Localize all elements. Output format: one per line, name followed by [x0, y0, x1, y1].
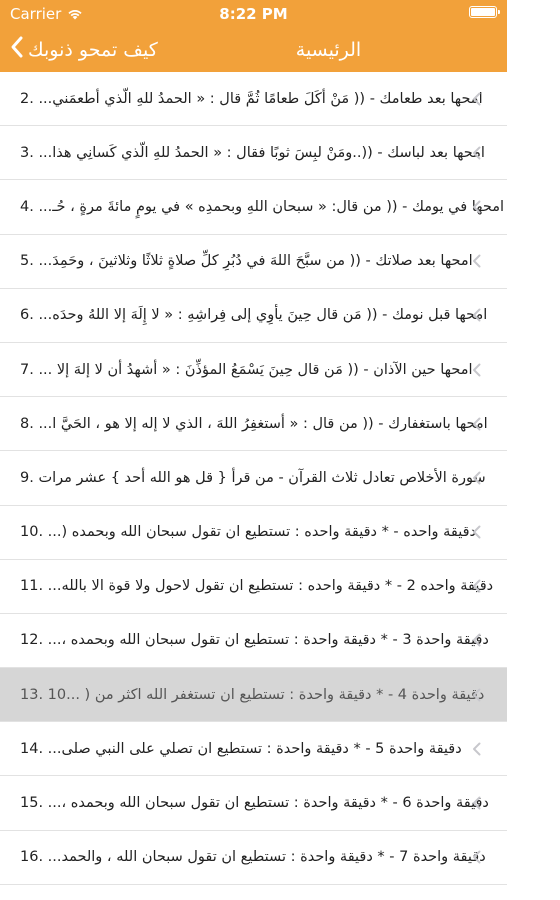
- list-item[interactable]: [0, 180, 507, 234]
- chevron-left-icon: [469, 524, 485, 540]
- list-item-text: امحها بعد لباسك - ((..ومَنْ لبِسَ ثوبًا فقال : « الحمدُ للهِ الّذي كَسانِي هذا... .3: [20, 144, 485, 161]
- chevron-left-icon: [469, 253, 485, 269]
- list-item-text: دقيقة واحدة 5 - * دقيقة واحدة : تستطيع ان تصلي على النبي صلى... .14: [20, 740, 462, 757]
- list-item[interactable]: [0, 668, 507, 722]
- list-item[interactable]: [0, 614, 507, 668]
- nav-bar: [0, 28, 507, 72]
- page-title: الرئيسية: [295, 39, 362, 61]
- chevron-left-icon: [469, 199, 485, 215]
- list-item[interactable]: [0, 235, 507, 289]
- list-item[interactable]: [0, 722, 507, 776]
- battery-icon: [469, 6, 497, 18]
- list-item[interactable]: [0, 451, 507, 505]
- chevron-left-icon: [469, 741, 485, 757]
- list-item[interactable]: [0, 776, 507, 830]
- list-item[interactable]: [0, 343, 507, 397]
- chevron-left-icon: [469, 145, 485, 161]
- list-item-text: سورة الأخلاص تعادل ثلاث القرآن - من قرأ { قل هو الله أحد } عشر مرات .9: [20, 469, 486, 486]
- status-bar: [0, 0, 507, 28]
- chevron-left-icon: [469, 470, 485, 486]
- list-item[interactable]: [0, 126, 507, 180]
- chevron-left-icon: [469, 849, 485, 865]
- list-item-text: دقيقة واحدة 4 - * دقيقة واحدة : تستطيع ان تستغفر الله اكثر من ( ...10 .13: [20, 686, 485, 703]
- list-item-text: دقيقة واحدة 7 - * دقيقة واحدة : تستطيع ان تقول سبحان الله ، والحمد... .16: [20, 849, 486, 866]
- dhikr-list: [0, 72, 507, 885]
- back-label: كيف تمحو ذنوبك: [28, 38, 158, 61]
- chevron-left-icon: [469, 687, 485, 703]
- list-item[interactable]: [0, 560, 507, 614]
- list-item-text: دقيقة واحدة 6 - * دقيقة واحدة : تستطيع ان تقول سبحان الله وبحمده ،... .15: [20, 795, 489, 812]
- chevron-left-icon: [469, 632, 485, 648]
- chevron-left-icon: [469, 91, 485, 107]
- list-item-text: دقيقة واحدة 3 - * دقيقة واحدة : تستطيع ان تقول سبحان الله وبحمده ،... .12: [20, 632, 489, 649]
- list-item-text: امحها قبل نومك - (( مَن قال حِينَ يأوِي إلى فِراشِهِ : « لا إِلَهَ إلا اللهُ وحدَه... .6: [20, 307, 488, 324]
- battery-fill: [471, 8, 495, 16]
- list-item-text: امحها باستغفارك - (( من قال : « أستغفِرُ اللهَ ، الذي لا إله إلا هو ، الحَيَّ ا... .8: [20, 415, 488, 432]
- chevron-left-icon: [469, 307, 485, 323]
- list-item[interactable]: [0, 831, 507, 885]
- chevron-left-icon: [469, 578, 485, 594]
- list-item-text: امحها بعد طعامك - (( مَنْ أكَلَ طعامًا ثُمَّ قال : « الحمدُ للهِ الّذي أطعمَني... .2: [20, 90, 483, 107]
- list-item-text: دقيقة واحده - * دقيقة واحده : تستطيع ان تقول سبحان الله وبحمده (... .10: [20, 524, 476, 541]
- carrier-label: Carrier: [10, 5, 62, 23]
- list-item[interactable]: [0, 289, 507, 343]
- list-item[interactable]: [0, 72, 507, 126]
- list-item-text: امحها حين الآذان - (( مَن قال حِينَ يَسْمَعُ المؤذِّنَ : « أشهدُ أن لا إلهَ إلا ... .7: [20, 361, 473, 378]
- status-right: [469, 6, 497, 18]
- status-time: 8:22 PM: [219, 5, 288, 23]
- list-item[interactable]: [0, 397, 507, 451]
- header: [0, 0, 507, 72]
- chevron-left-icon: [469, 362, 485, 378]
- list-item[interactable]: [0, 506, 507, 560]
- list-item-text: امحها في يومك - (( من قال: « سبحان اللهِ وبحمدِه » في يومٍ مائةَ مرةٍ ، حُـ... .4: [20, 198, 505, 215]
- chevron-left-icon: [469, 416, 485, 432]
- chevron-left-icon: [469, 795, 485, 811]
- list-item-text: امحها بعد صلاتك - (( من سبَّحَ اللهَ في دُبُرِ كلِّ صلاةٍ ثلاثًا وثلاثينَ ، وحَمِدَ... .5: [20, 253, 473, 270]
- list-item-text: دقيقة واحده 2 - * دقيقة واحده : تستطيع ان تقول لاحول ولا قوة الا بالله... .11: [20, 578, 494, 595]
